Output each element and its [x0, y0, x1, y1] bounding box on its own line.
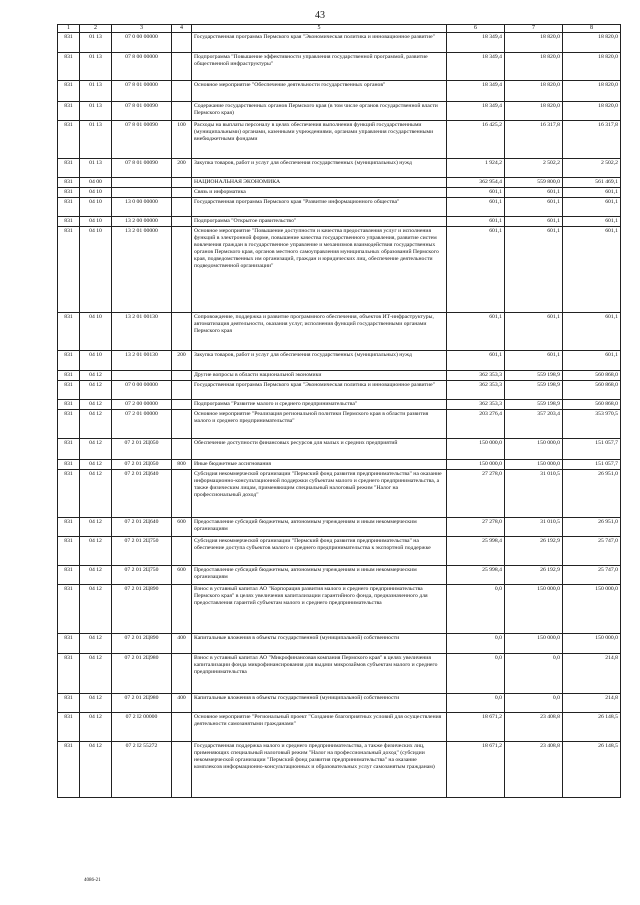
col-header-1: 1 [58, 25, 80, 33]
cell-amount-2022: 18 820,0 [505, 81, 563, 102]
table-row [58, 227, 621, 313]
cell-target-code: 13 0 00 00000 [112, 198, 172, 217]
cell-section-code: 04 12 [80, 742, 112, 798]
cell-description: Государственная поддержка малого и среднего предпринимательства, а также физических лиц, применяющих специальный налоговый режим "Налог на профессиональный доход" (субсидии некоммерческой организации "Пермский фонд развития предпринимательства" на оказание комплексов информационно-консультационных и образовательных услуг самозанятым гражданам) [192, 742, 447, 798]
table-row [58, 371, 621, 381]
cell-section-code: 04 12 [80, 713, 112, 742]
cell-amount-2023: 18 820,0 [563, 53, 621, 81]
table-row [58, 178, 621, 188]
cell-section-code: 04 12 [80, 400, 112, 410]
cell-amount-2021: 362 353,3 [447, 381, 505, 400]
cell-amount-2023: 25 747,0 [563, 537, 621, 566]
cell-expense-type: 200 [172, 159, 192, 178]
table-row [58, 400, 621, 410]
cell-amount-2022: 150 000,0 [505, 460, 563, 470]
cell-amount-2021: 601,1 [447, 351, 505, 371]
cell-amount-2021: 203 276,4 [447, 410, 505, 439]
cell-amount-2023: 2 502,2 [563, 159, 621, 178]
cell-amount-2021: 25 998,4 [447, 537, 505, 566]
cell-target-code: 13 2 01 00130 [112, 313, 172, 351]
table-row [58, 102, 621, 121]
cell-amount-2021: 16 425,2 [447, 121, 505, 159]
cell-amount-2023: 25 747,0 [563, 566, 621, 585]
cell-amount-2021: 18 349,4 [447, 81, 505, 102]
cell-amount-2021: 18 349,4 [447, 53, 505, 81]
cell-admin-code: 831 [58, 400, 80, 410]
cell-target-code: 07 2 01 2Ц050 [112, 439, 172, 460]
cell-amount-2022: 26 192,9 [505, 566, 563, 585]
cell-amount-2022: 559 198,9 [505, 371, 563, 381]
cell-admin-code: 831 [58, 121, 80, 159]
cell-amount-2021: 27 278,0 [447, 518, 505, 537]
cell-section-code: 04 12 [80, 371, 112, 381]
cell-description: Другие вопросы в области национальной экономики [192, 371, 447, 381]
cell-admin-code: 831 [58, 694, 80, 713]
table-row [58, 351, 621, 371]
cell-description: Государственная программа Пермского края "Экономическая политика и инновационное развитие" [192, 381, 447, 400]
cell-admin-code: 831 [58, 227, 80, 313]
cell-description: Закупка товаров, работ и услуг для обеспечения государственных (муниципальных) нужд [192, 351, 447, 371]
cell-description: Взнос в уставный капитал АО "Микрофинансовая компания Пермского края" в целях увеличения капитализации фонда микрофинансирования для выдачи микрозаймов субъектам малого и среднего предпринимательства [192, 654, 447, 694]
cell-description: Предоставление субсидий бюджетным, автономным учреждениям и иным некоммерческим организациям [192, 518, 447, 537]
cell-amount-2022: 2 502,2 [505, 159, 563, 178]
col-header-3: 3 [112, 25, 172, 33]
cell-target-code [112, 371, 172, 381]
cell-admin-code: 831 [58, 566, 80, 585]
cell-amount-2023: 151 057,7 [563, 439, 621, 460]
table-row [58, 460, 621, 470]
cell-expense-type [172, 410, 192, 439]
table-row [58, 439, 621, 460]
cell-target-code: 13 2 01 00000 [112, 227, 172, 313]
cell-amount-2023: 214,8 [563, 694, 621, 713]
cell-section-code: 04 12 [80, 566, 112, 585]
cell-expense-type [172, 585, 192, 634]
cell-description: Капитальные вложения в объекты государственной (муниципальной) собственности [192, 694, 447, 713]
cell-description: Обеспечение доступности финансовых ресурсов для малых и средних предприятий [192, 439, 447, 460]
cell-amount-2021: 601,1 [447, 217, 505, 227]
cell-admin-code: 831 [58, 159, 80, 178]
cell-expense-type: 800 [172, 460, 192, 470]
cell-description: НАЦИОНАЛЬНАЯ ЭКОНОМИКА [192, 178, 447, 188]
page-number: 43 [315, 10, 325, 21]
cell-section-code: 01 13 [80, 81, 112, 102]
cell-admin-code: 831 [58, 313, 80, 351]
cell-target-code: 07 8 00 00000 [112, 53, 172, 81]
cell-amount-2022: 601,1 [505, 217, 563, 227]
cell-admin-code: 831 [58, 33, 80, 53]
cell-expense-type: 400 [172, 694, 192, 713]
cell-amount-2021: 18 671,2 [447, 742, 505, 798]
cell-section-code: 04 10 [80, 313, 112, 351]
cell-expense-type [172, 53, 192, 81]
table-row [58, 470, 621, 518]
cell-target-code [112, 188, 172, 198]
cell-target-code: 07 2 I2 00000 [112, 713, 172, 742]
cell-expense-type [172, 188, 192, 198]
cell-amount-2023: 150 000,0 [563, 585, 621, 634]
col-header-2: 2 [80, 25, 112, 33]
cell-section-code: 01 13 [80, 53, 112, 81]
cell-section-code: 01 13 [80, 102, 112, 121]
cell-description: Капитальные вложения в объекты государственной (муниципальной) собственности [192, 634, 447, 654]
cell-amount-2022: 559 198,9 [505, 400, 563, 410]
cell-target-code: 07 2 01 2Ц050 [112, 460, 172, 470]
cell-section-code: 01 13 [80, 33, 112, 53]
cell-section-code: 04 12 [80, 381, 112, 400]
cell-amount-2022: 26 192,9 [505, 537, 563, 566]
col-header-6: 6 [447, 25, 505, 33]
cell-section-code: 01 13 [80, 159, 112, 178]
cell-admin-code: 831 [58, 585, 80, 634]
col-header-8: 8 [563, 25, 621, 33]
cell-section-code: 04 10 [80, 227, 112, 313]
cell-description: Сопровождение, поддержка и развитие программного обеспечения, объектов ИТ-инфраструктуры, автоматизация деятельности, оказания услуг, исполнения функций государственными органами Пермского края [192, 313, 447, 351]
cell-amount-2022: 23 408,8 [505, 713, 563, 742]
budget-table [57, 24, 621, 798]
cell-section-code: 04 12 [80, 694, 112, 713]
table-row [58, 634, 621, 654]
cell-admin-code: 831 [58, 351, 80, 371]
cell-section-code: 04 12 [80, 460, 112, 470]
cell-amount-2021: 18 671,2 [447, 713, 505, 742]
cell-amount-2021: 362 954,4 [447, 178, 505, 188]
table-row [58, 694, 621, 713]
cell-target-code: 07 2 01 00000 [112, 410, 172, 439]
cell-target-code: 07 8 01 00090 [112, 159, 172, 178]
cell-section-code: 04 10 [80, 188, 112, 198]
cell-amount-2021: 18 349,4 [447, 102, 505, 121]
table-row [58, 713, 621, 742]
cell-description: Государственная программа Пермского края "Развитие информационного общества" [192, 198, 447, 217]
cell-amount-2022: 150 000,0 [505, 585, 563, 634]
cell-section-code: 04 10 [80, 198, 112, 217]
cell-expense-type: 100 [172, 121, 192, 159]
cell-expense-type [172, 470, 192, 518]
cell-amount-2023: 26 951,0 [563, 518, 621, 537]
cell-target-code: 07 2 01 2Ц890 [112, 634, 172, 654]
table-row [58, 159, 621, 178]
cell-amount-2023: 214,8 [563, 654, 621, 694]
cell-target-code: 07 8 01 00090 [112, 102, 172, 121]
cell-amount-2022: 0,0 [505, 694, 563, 713]
cell-amount-2023: 353 970,5 [563, 410, 621, 439]
cell-section-code: 04 12 [80, 654, 112, 694]
cell-admin-code: 831 [58, 198, 80, 217]
cell-admin-code: 831 [58, 713, 80, 742]
cell-section-code: 04 00 [80, 178, 112, 188]
cell-expense-type [172, 313, 192, 351]
cell-amount-2021: 601,1 [447, 313, 505, 351]
cell-expense-type [172, 81, 192, 102]
cell-target-code: 07 0 00 00000 [112, 33, 172, 53]
cell-admin-code: 831 [58, 537, 80, 566]
cell-target-code: 07 2 01 2Ц890 [112, 585, 172, 634]
cell-description: Подпрограмма "Повышение эффективности управления государственной программой, развитие общественной инфраструктуры" [192, 53, 447, 81]
table-row [58, 537, 621, 566]
cell-amount-2023: 560 868,0 [563, 371, 621, 381]
table-body [58, 33, 621, 798]
cell-amount-2022: 18 820,0 [505, 53, 563, 81]
cell-admin-code: 831 [58, 518, 80, 537]
table-row [58, 217, 621, 227]
cell-amount-2023: 601,1 [563, 217, 621, 227]
cell-amount-2022: 18 820,0 [505, 33, 563, 53]
cell-expense-type [172, 178, 192, 188]
col-header-4: 4 [172, 25, 192, 33]
cell-expense-type: 400 [172, 634, 192, 654]
cell-amount-2023: 151 057,7 [563, 460, 621, 470]
cell-admin-code: 831 [58, 439, 80, 460]
cell-section-code: 04 12 [80, 439, 112, 460]
cell-amount-2022: 150 000,0 [505, 634, 563, 654]
cell-target-code: 07 2 01 2Ц640 [112, 470, 172, 518]
cell-amount-2022: 601,1 [505, 227, 563, 313]
cell-amount-2021: 601,1 [447, 198, 505, 217]
cell-amount-2021: 0,0 [447, 585, 505, 634]
cell-amount-2023: 601,1 [563, 351, 621, 371]
col-header-5: 5 [192, 25, 447, 33]
cell-description: Взнос в уставный капитал АО "Корпорация развития малого и среднего предпринимательства Пермского края" в целях увеличения капитализации гарантийного фонда, предназначенного для предоставления гарантий субъектам малого и среднего предпринимательства [192, 585, 447, 634]
col-header-7: 7 [505, 25, 563, 33]
cell-admin-code: 831 [58, 53, 80, 81]
cell-amount-2022: 18 820,0 [505, 102, 563, 121]
cell-amount-2023: 601,1 [563, 227, 621, 313]
cell-admin-code: 831 [58, 470, 80, 518]
cell-amount-2023: 601,1 [563, 198, 621, 217]
cell-section-code: 04 12 [80, 537, 112, 566]
table-row [58, 188, 621, 198]
cell-amount-2022: 601,1 [505, 198, 563, 217]
cell-admin-code: 831 [58, 410, 80, 439]
table-row [58, 33, 621, 53]
cell-amount-2023: 18 820,0 [563, 81, 621, 102]
cell-description: Расходы на выплаты персоналу в целях обеспечения выполнения функций государственными (муниципальными) органами, казенными учреждениями, органами управления государственными внебюджетными фондами [192, 121, 447, 159]
cell-admin-code: 831 [58, 188, 80, 198]
cell-amount-2022: 559 198,9 [505, 381, 563, 400]
cell-target-code: 07 2 01 2Ц750 [112, 566, 172, 585]
cell-expense-type: 600 [172, 518, 192, 537]
cell-amount-2022: 31 010,5 [505, 470, 563, 518]
table-row [58, 198, 621, 217]
cell-amount-2021: 601,1 [447, 188, 505, 198]
cell-target-code: 13 2 00 00000 [112, 217, 172, 227]
cell-target-code: 07 2 I2 55272 [112, 742, 172, 798]
cell-expense-type [172, 713, 192, 742]
cell-target-code: 07 2 01 2Ц980 [112, 654, 172, 694]
cell-target-code: 07 0 00 00000 [112, 381, 172, 400]
cell-amount-2021: 362 353,3 [447, 371, 505, 381]
cell-expense-type [172, 198, 192, 217]
table-row [58, 410, 621, 439]
cell-expense-type [172, 400, 192, 410]
cell-target-code: 07 2 01 2Ц640 [112, 518, 172, 537]
cell-description: Основное мероприятие "Повышение доступности и качества предоставления услуг и исполнения функций в электронной форме, повышение качества государственного управления, развитие систем вовлечения граждан в государственное управление и механизмов взаимодействия государственных органов Пермского края, органов местного самоуправления муниципальных образований Пермского края, подведомственных им организаций, граждан и юридических лиц, обеспечение деятельности подведомственной организации" [192, 227, 447, 313]
table-row [58, 654, 621, 694]
table-row [58, 53, 621, 81]
table-row [58, 742, 621, 798]
cell-description: Иные бюджетные ассигнования [192, 460, 447, 470]
header-row [58, 25, 621, 33]
cell-amount-2021: 27 278,0 [447, 470, 505, 518]
cell-section-code: 04 12 [80, 470, 112, 518]
cell-amount-2023: 18 820,0 [563, 102, 621, 121]
cell-amount-2021: 150 000,0 [447, 439, 505, 460]
cell-description: Основное мероприятие "Региональный проект "Создание благоприятных условий для осуществления деятельности самозанятыми гражданами" [192, 713, 447, 742]
cell-expense-type [172, 33, 192, 53]
cell-amount-2023: 150 000,0 [563, 634, 621, 654]
cell-description: Государственная программа Пермского края "Экономическая политика и инновационное развитие" [192, 33, 447, 53]
table-row [58, 518, 621, 537]
cell-amount-2021: 150 000,0 [447, 460, 505, 470]
cell-description: Предоставление субсидий бюджетным, автономным учреждениям и иным некоммерческим организациям [192, 566, 447, 585]
cell-amount-2023: 16 317,8 [563, 121, 621, 159]
cell-description: Содержание государственных органов Пермского края (в том числе органов государственной власти Пермского края) [192, 102, 447, 121]
cell-admin-code: 831 [58, 81, 80, 102]
cell-amount-2023: 26 148,5 [563, 713, 621, 742]
cell-admin-code: 831 [58, 371, 80, 381]
cell-amount-2021: 0,0 [447, 654, 505, 694]
table-row [58, 381, 621, 400]
cell-expense-type [172, 102, 192, 121]
cell-amount-2022: 601,1 [505, 313, 563, 351]
cell-admin-code: 831 [58, 381, 80, 400]
cell-admin-code: 831 [58, 742, 80, 798]
cell-amount-2023: 26 148,5 [563, 742, 621, 798]
cell-target-code: 07 2 01 2Ц750 [112, 537, 172, 566]
cell-target-code: 07 8 01 00090 [112, 121, 172, 159]
cell-section-code: 04 10 [80, 351, 112, 371]
cell-target-code: 13 2 01 00130 [112, 351, 172, 371]
cell-amount-2021: 1 924,2 [447, 159, 505, 178]
cell-amount-2022: 31 010,5 [505, 518, 563, 537]
cell-amount-2022: 601,1 [505, 351, 563, 371]
table-row [58, 566, 621, 585]
cell-amount-2023: 601,1 [563, 313, 621, 351]
cell-target-code: 07 8 01 00000 [112, 81, 172, 102]
cell-amount-2021: 18 349,4 [447, 33, 505, 53]
table-row [58, 585, 621, 634]
cell-amount-2022: 23 408,8 [505, 742, 563, 798]
cell-amount-2022: 0,0 [505, 654, 563, 694]
cell-admin-code: 831 [58, 178, 80, 188]
cell-amount-2023: 560 868,0 [563, 381, 621, 400]
cell-section-code: 04 12 [80, 518, 112, 537]
cell-expense-type [172, 654, 192, 694]
cell-expense-type [172, 381, 192, 400]
cell-admin-code: 831 [58, 217, 80, 227]
cell-description: Подпрограмма "Открытое правительство" [192, 217, 447, 227]
table-row [58, 313, 621, 351]
cell-target-code: 07 2 01 2Ц980 [112, 694, 172, 713]
cell-expense-type [172, 439, 192, 460]
cell-amount-2023: 18 820,0 [563, 33, 621, 53]
cell-section-code: 01 13 [80, 121, 112, 159]
cell-description: Субсидия некоммерческой организации "Пермский фонд развития предпринимательства" на обеспечение доступа субъектов малого и среднего предпринимательства к экспортной поддержке [192, 537, 447, 566]
cell-expense-type: 600 [172, 566, 192, 585]
cell-amount-2023: 26 951,0 [563, 470, 621, 518]
cell-amount-2023: 561 469,1 [563, 178, 621, 188]
cell-expense-type: 200 [172, 351, 192, 371]
cell-amount-2021: 0,0 [447, 694, 505, 713]
cell-section-code: 04 10 [80, 217, 112, 227]
cell-amount-2022: 16 317,8 [505, 121, 563, 159]
cell-target-code [112, 178, 172, 188]
table-row [58, 81, 621, 102]
cell-amount-2023: 601,1 [563, 188, 621, 198]
cell-admin-code: 831 [58, 654, 80, 694]
cell-amount-2021: 0,0 [447, 634, 505, 654]
cell-description: Подпрограмма "Развитие малого и среднего предпринимательства" [192, 400, 447, 410]
cell-description: Основное мероприятие "Обеспечение деятельности государственных органов" [192, 81, 447, 102]
cell-amount-2022: 601,1 [505, 188, 563, 198]
cell-amount-2021: 25 998,4 [447, 566, 505, 585]
cell-section-code: 04 12 [80, 585, 112, 634]
cell-expense-type [172, 217, 192, 227]
cell-description: Основное мероприятие "Реализация региональной политики Пермского края в области развития малого и среднего предпринимательства" [192, 410, 447, 439]
cell-admin-code: 831 [58, 634, 80, 654]
cell-admin-code: 831 [58, 102, 80, 121]
cell-expense-type [172, 537, 192, 566]
cell-target-code: 07 2 00 00000 [112, 400, 172, 410]
cell-amount-2021: 362 353,3 [447, 400, 505, 410]
cell-description: Закупка товаров, работ и услуг для обеспечения государственных (муниципальных) нужд [192, 159, 447, 178]
cell-amount-2022: 357 203,4 [505, 410, 563, 439]
cell-description: Связь и информатика [192, 188, 447, 198]
footer-code: 4086-21 [84, 878, 101, 883]
cell-admin-code: 831 [58, 460, 80, 470]
cell-expense-type [172, 371, 192, 381]
cell-amount-2021: 601,1 [447, 227, 505, 313]
cell-expense-type [172, 742, 192, 798]
cell-section-code: 04 12 [80, 410, 112, 439]
cell-amount-2022: 150 000,0 [505, 439, 563, 460]
cell-description: Субсидия некоммерческой организации "Пермский фонд развития предпринимательства" на оказание информационно-консультационной поддержки субъектам малого и среднего предпринимательства, а также физическим лицам, применяющим специальный налоговый режим "Налог на профессиональный доход" [192, 470, 447, 518]
cell-expense-type [172, 227, 192, 313]
table-row [58, 121, 621, 159]
cell-amount-2023: 560 868,0 [563, 400, 621, 410]
cell-amount-2022: 559 800,0 [505, 178, 563, 188]
cell-section-code: 04 12 [80, 634, 112, 654]
